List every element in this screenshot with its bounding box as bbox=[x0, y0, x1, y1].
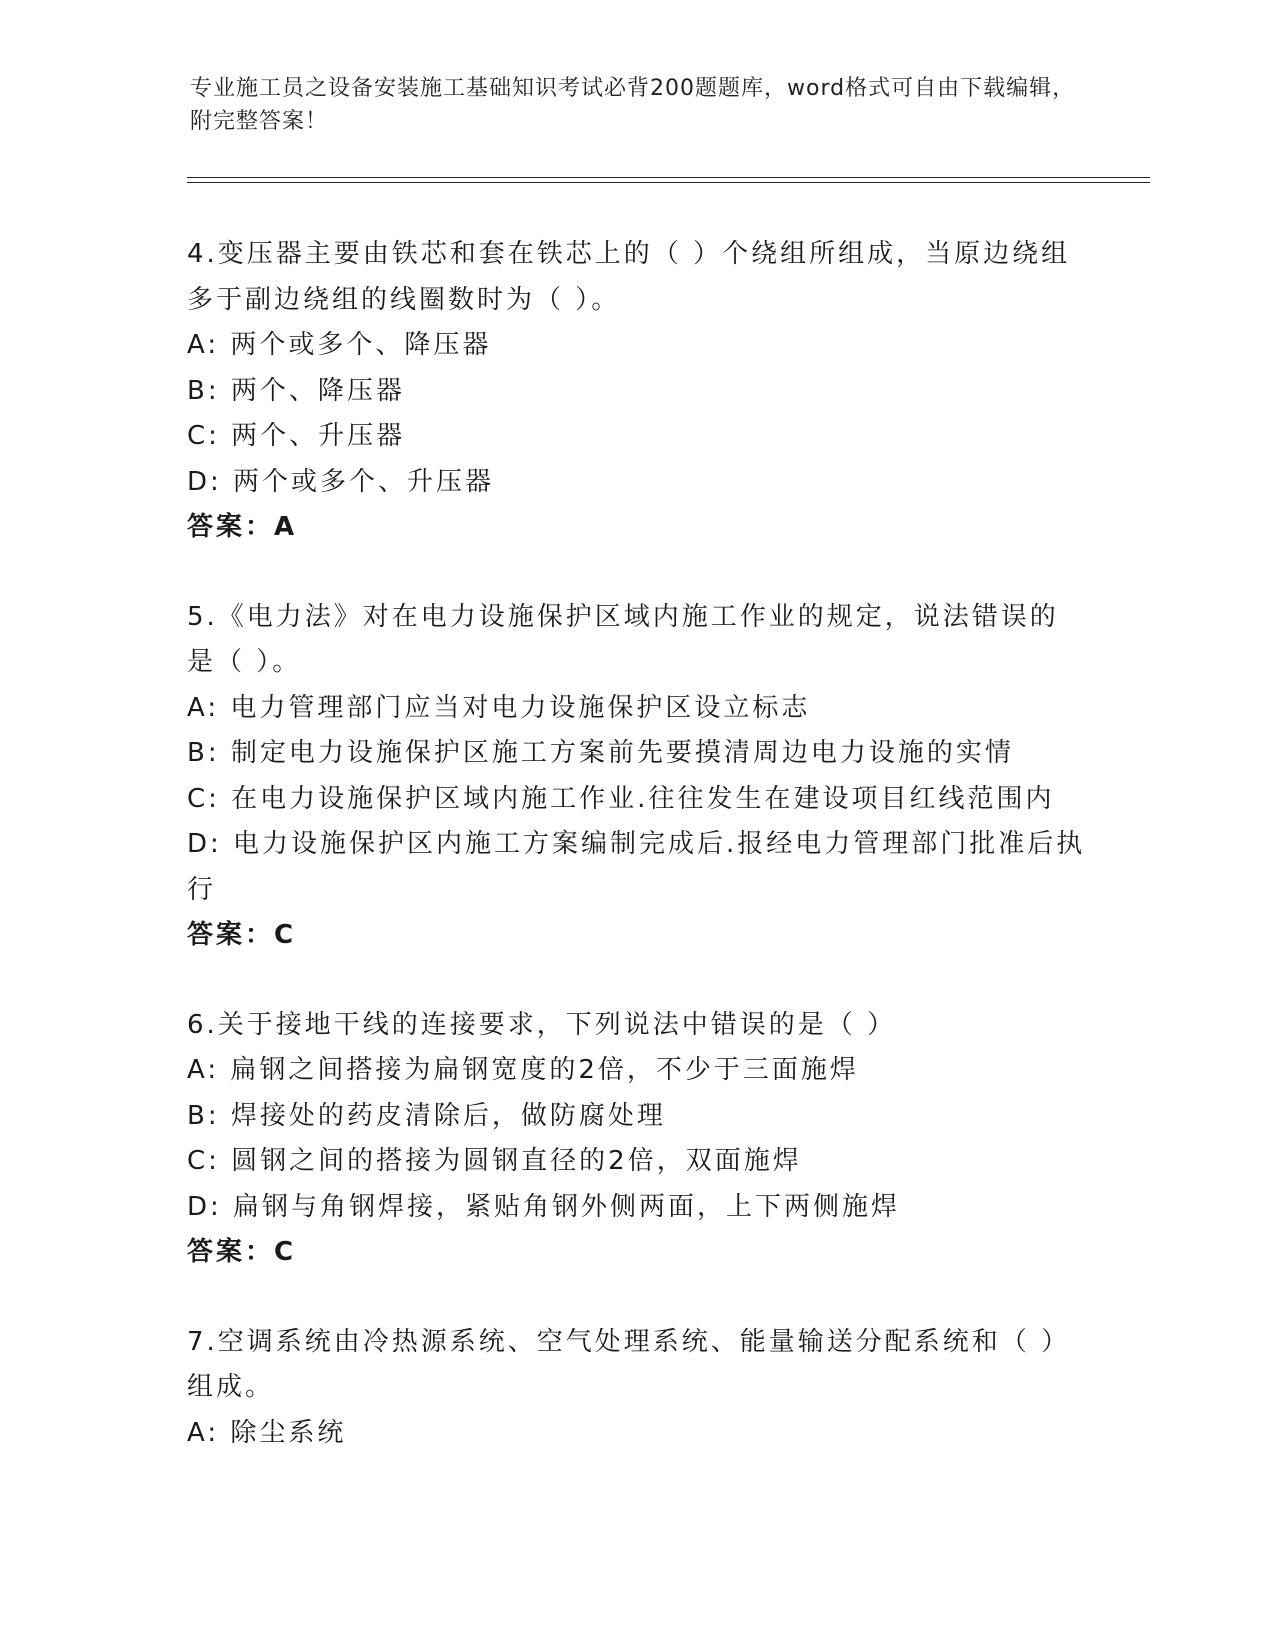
header-rule-bottom bbox=[187, 182, 1150, 183]
header-rule-top bbox=[187, 177, 1150, 178]
question-4 bbox=[187, 232, 1087, 551]
question-text: 5.《电力法》对在电力设施保护区域内施工作业的规定，说法错误的是（ ）。 bbox=[187, 601, 1059, 677]
question-text: 4.变压器主要由铁芯和套在铁芯上的（ ）个绕组所组成，当原边绕组多于副边绕组的线圈数时为（ ）。 bbox=[187, 239, 1071, 315]
document-header: 专业施工员之设备安装施工基础知识考试必背200题题库，word格式可自由下载编辑，附完整答案！ bbox=[190, 76, 1076, 134]
question-text: 6.关于接地干线的连接要求，下列说法中错误的是（ ） bbox=[187, 1009, 897, 1040]
option-a: A: 电力管理部门应当对电力设施保护区设立标志 bbox=[187, 692, 811, 723]
option-d: D: 两个或多个、升压器 bbox=[187, 466, 495, 497]
option-d: D: 电力设施保护区内施工方案编制完成后.报经电力管理部门批准后执行 bbox=[187, 829, 1086, 905]
option-c: C: 两个、升压器 bbox=[187, 421, 406, 451]
option-d: D: 扁钢与角钢焊接，紧贴角钢外侧两面，上下两侧施焊 bbox=[187, 1191, 901, 1222]
answer: 答案：C bbox=[187, 920, 297, 950]
question-list bbox=[187, 232, 1087, 1500]
option-b: B: 两个、降压器 bbox=[187, 375, 405, 406]
option-c: C: 圆钢之间的搭接为圆钢直径的2倍，双面施焊 bbox=[187, 1146, 802, 1176]
option-b: B: 制定电力设施保护区施工方案前先要摸清周边电力设施的实情 bbox=[187, 738, 1014, 768]
question-text: 7.空调系统由冷热源系统、空气处理系统、能量输送分配系统和（ ）组成。 bbox=[187, 1326, 1071, 1402]
option-c: C: 在电力设施保护区域内施工作业.往往发生在建设项目红线范围内 bbox=[187, 783, 1055, 814]
option-b: B: 焊接处的药皮清除后，做防腐处理 bbox=[187, 1100, 666, 1131]
answer: 答案：A bbox=[187, 512, 298, 542]
option-a: A: 两个或多个、降压器 bbox=[187, 330, 492, 360]
question-5 bbox=[187, 595, 1087, 959]
question-7 bbox=[187, 1320, 1087, 1457]
answer: 答案：C bbox=[187, 1237, 297, 1267]
question-6 bbox=[187, 1003, 1087, 1276]
option-a: A: 扁钢之间搭接为扁钢宽度的2倍，不少于三面施焊 bbox=[187, 1055, 859, 1085]
option-a: A: 除尘系统 bbox=[187, 1417, 347, 1448]
